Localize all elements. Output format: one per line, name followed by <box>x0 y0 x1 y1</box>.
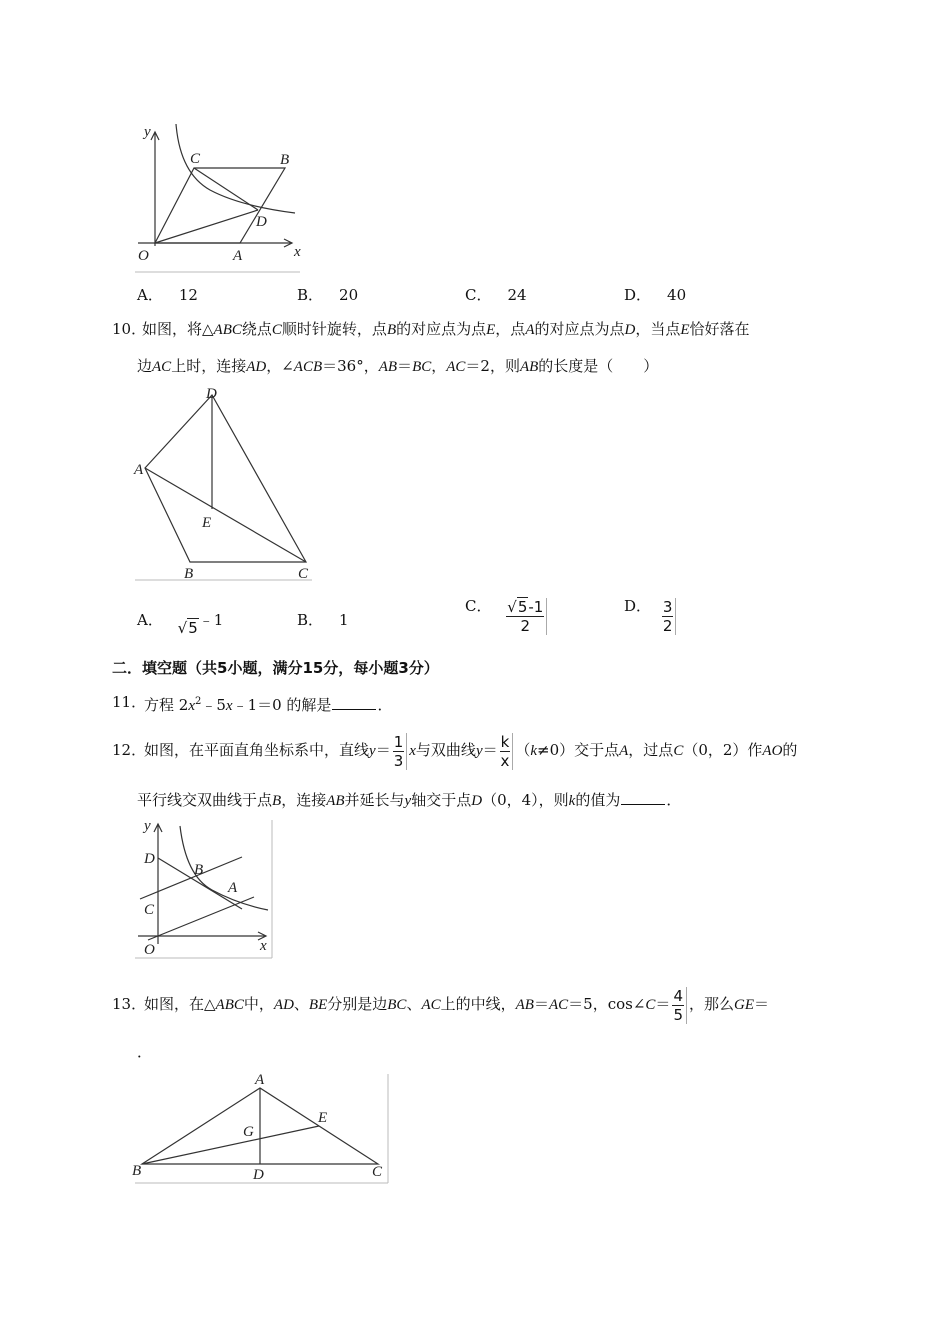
fraction: $\frac{4}{5}$ <box>672 987 687 1024</box>
q10-option-a[interactable]: A． √5﹣1 <box>137 611 224 637</box>
label-c: C <box>144 902 155 918</box>
figure-q10 <box>130 382 330 584</box>
segment-cd <box>194 168 258 210</box>
q12-text-line2: 平行线交双曲线于点B，连接AB并延长与y轴交于点D（0，4），则k的值为 ． <box>137 791 682 809</box>
q10-number: 10． <box>112 320 147 338</box>
label-o: O <box>144 942 155 958</box>
label-d: D <box>256 214 267 230</box>
label-a: A <box>134 462 144 478</box>
line-oa <box>148 897 254 940</box>
q9-option-c[interactable]: C． 24 <box>465 286 527 304</box>
q9-option-a[interactable]: A． 12 <box>137 286 198 304</box>
q10-option-b[interactable]: B． 1 <box>297 611 349 629</box>
sqrt-expression: √5 <box>177 619 198 637</box>
q11-text: 方程 $2x^2﹣5x﹣1=0$ 的解是 ． <box>144 696 393 714</box>
label-b: B <box>280 152 290 168</box>
q13-text-line2: ． <box>137 1043 153 1061</box>
quadrilateral-adcb <box>145 395 306 562</box>
label-y: y <box>144 124 151 140</box>
q9-option-b[interactable]: B． 20 <box>297 286 359 304</box>
figure-q9 <box>130 118 310 276</box>
label-y: y <box>144 818 151 834</box>
q12-number: 12． <box>112 741 147 759</box>
label-d: D <box>206 386 217 402</box>
fraction: $\frac{1}{3}$ <box>393 733 408 770</box>
label-d: D <box>253 1167 264 1183</box>
label-x: x <box>294 244 301 260</box>
label-e: E <box>202 515 212 531</box>
fraction: $\frac{3}{2}$ <box>662 598 677 635</box>
median-be <box>142 1126 319 1164</box>
q11-number: 11． <box>112 693 147 711</box>
label-e: E <box>318 1110 328 1126</box>
q10-option-d[interactable]: D． $\frac{3}{2}$ <box>624 598 678 635</box>
label-g: G <box>243 1124 254 1140</box>
segment-ac <box>145 468 306 562</box>
label-a: A <box>255 1072 265 1088</box>
answer-blank[interactable] <box>621 790 665 805</box>
label-c: C <box>372 1164 383 1180</box>
label-d: D <box>144 851 155 867</box>
label-o: O <box>138 248 149 264</box>
label-x: x <box>260 938 267 954</box>
q10-option-c[interactable]: C． $\frac{√5-1}{2}$ <box>465 598 549 635</box>
fraction: $\frac{√5-1}{2}$ <box>506 598 547 635</box>
label-a: A <box>228 880 238 896</box>
figure-q12 <box>130 816 278 961</box>
label-a: A <box>233 248 243 264</box>
q12-text-line1: 如图，在平面直角坐标系中，直线y＝ $\frac{1}{3}$ x与双曲线y＝ $\frac{k}{x}$ （k≠0）交于点A，过点C（0，2）作AO的 <box>144 732 798 770</box>
label-b: B <box>132 1163 142 1179</box>
parallelogram-oabc <box>155 168 285 243</box>
section-heading: 二．填空题（共5小题，满分15分，每小题3分） <box>112 659 439 677</box>
figure-q13 <box>130 1068 394 1186</box>
answer-blank[interactable] <box>332 695 376 710</box>
q13-number: 13． <box>112 995 147 1013</box>
q10-text-line2: 边AC上时，连接AD，∠ACB＝36°，AB＝BC，AC＝2，则AB的长度是（ ） <box>137 357 659 375</box>
q13-text-line1: 如图，在△ABC中，AD、BE分别是边BC、AC上的中线，AB＝AC＝5，cos∠C＝ $\frac{4}{5}$ ，那么GE＝ <box>144 986 770 1024</box>
label-b: B <box>194 862 204 878</box>
q10-text-line1: 如图，将△ABC绕点C顺时针旋转，点B的对应点为点E，点A的对应点为点D，当点E恰好落在 <box>142 320 750 338</box>
label-c: C <box>298 566 309 582</box>
label-c: C <box>190 151 201 167</box>
label-b: B <box>184 566 194 582</box>
q9-option-d[interactable]: D． 40 <box>624 286 687 304</box>
fraction: $\frac{k}{x}$ <box>500 733 514 770</box>
